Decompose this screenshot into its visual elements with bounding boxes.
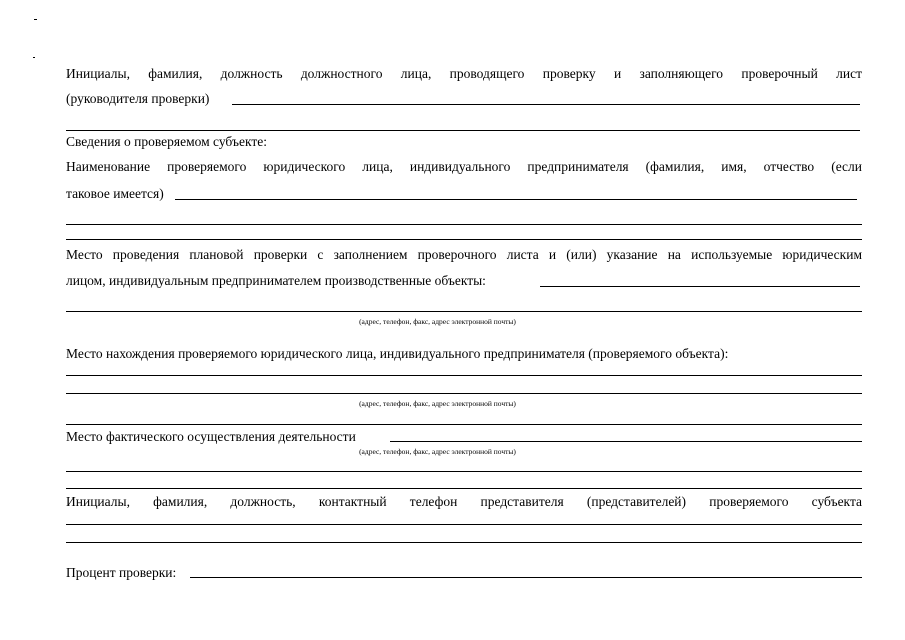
representative-fill-line[interactable]	[66, 524, 862, 525]
inspector-fill-line[interactable]	[232, 104, 860, 105]
subject-name-fill-line[interactable]	[175, 199, 857, 200]
inspector-fill-line-2[interactable]	[66, 130, 860, 131]
scan-mark	[34, 19, 37, 20]
location-fill-line-3[interactable]	[66, 424, 862, 425]
inspection-place-label-line2: лицом, индивидуальным предпринимателем производственные объекты:	[66, 273, 486, 288]
location-fill-line[interactable]	[66, 375, 862, 376]
actual-place-fill-line[interactable]	[390, 441, 862, 442]
percent-fill-line[interactable]	[190, 577, 862, 578]
representative-label: Инициалы, фамилия, должность, контактный телефон представителя (представителей) проверяемого субъекта	[66, 494, 862, 509]
scan-mark	[33, 57, 35, 58]
location-caption: (адрес, телефон, факс, адрес электронной почты)	[359, 399, 516, 408]
inspection-place-fill-line-2[interactable]	[66, 311, 862, 312]
percent-label: Процент проверки:	[66, 565, 177, 580]
subject-name-fill-line-2[interactable]	[66, 224, 862, 225]
representative-fill-line-2[interactable]	[66, 542, 862, 543]
inspector-label-line2: (руководителя проверки)	[66, 91, 210, 106]
inspection-place-caption: (адрес, телефон, факс, адрес электронной почты)	[359, 317, 516, 326]
actual-place-fill-line-3[interactable]	[66, 488, 862, 489]
location-fill-line-2[interactable]	[66, 393, 862, 394]
subject-heading: Сведения о проверяемом субъекте:	[66, 134, 267, 149]
inspection-place-fill-line[interactable]	[540, 286, 860, 287]
subject-name-label-line1: Наименование проверяемого юридического лица, индивидуального предпринимателя (фамилия, имя, отчество (если	[66, 159, 862, 174]
subject-name-label-line2: таковое имеется)	[66, 186, 164, 201]
actual-place-fill-line-2[interactable]	[66, 471, 862, 472]
inspection-place-label-line1: Место проведения плановой проверки с заполнением проверочного листа и (или) указание на используемые юридическим	[66, 247, 862, 262]
inspector-label-line1: Инициалы, фамилия, должность должностного лица, проводящего проверку и заполняющего проверочный лист	[66, 66, 862, 81]
actual-place-caption: (адрес, телефон, факс, адрес электронной почты)	[359, 447, 516, 456]
subject-name-fill-line-3[interactable]	[66, 239, 862, 240]
actual-place-label: Место фактического осуществления деятельности	[66, 429, 356, 444]
location-label: Место нахождения проверяемого юридического лица, индивидуального предпринимателя (проверяемого объекта):	[66, 346, 729, 361]
